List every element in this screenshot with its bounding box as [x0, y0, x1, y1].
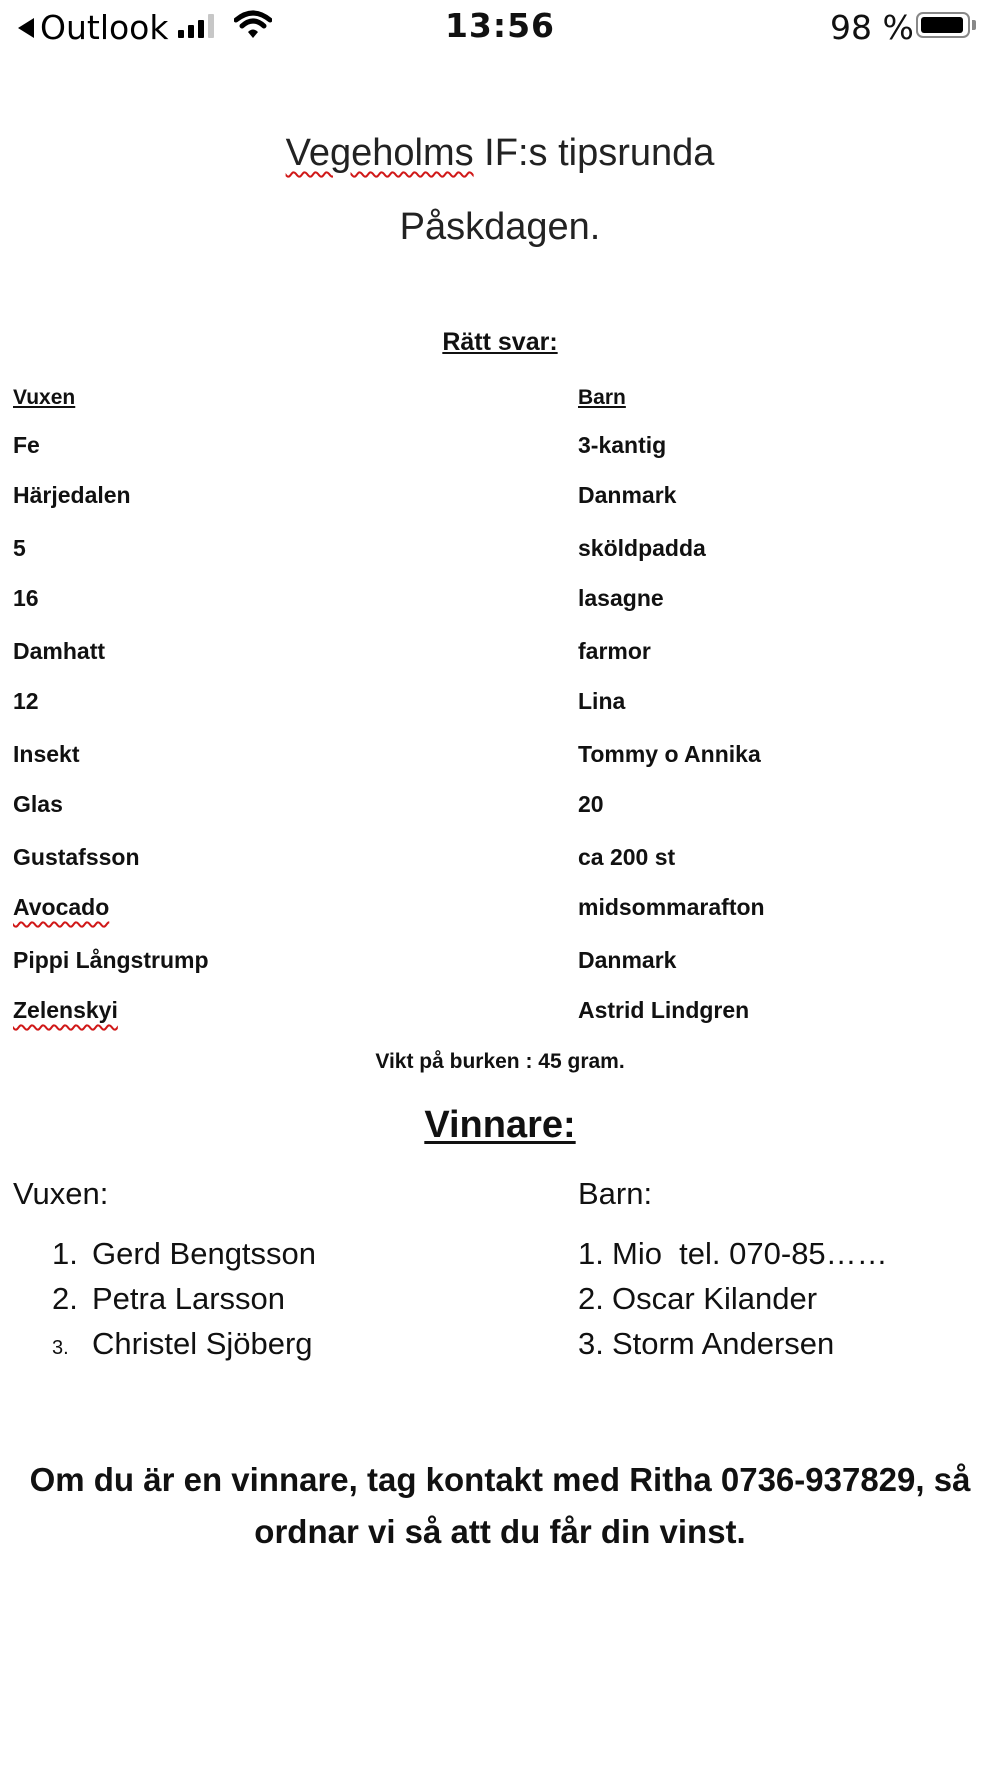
weight-note: Vikt på burken : 45 gram. — [375, 1050, 625, 1073]
child-answer: sköldpadda — [578, 535, 706, 561]
child-answer: Danmark — [578, 482, 677, 508]
adult-answer: Glas — [13, 791, 63, 817]
winner-number: 3. — [52, 1337, 69, 1359]
winner-number: 2. — [578, 1281, 604, 1316]
winners-heading: Vinnare: — [424, 1104, 576, 1146]
adult-answer: Insekt — [13, 741, 80, 767]
child-answer: 3-kantig — [578, 432, 667, 458]
child-answer: 20 — [578, 791, 604, 817]
battery-icon — [916, 12, 970, 38]
winners-child-heading: Barn: — [578, 1176, 653, 1211]
back-app-label: Outlook — [40, 8, 169, 47]
adult-answer: Pippi Långstrump — [13, 947, 209, 973]
battery-percent: 98 % — [830, 8, 914, 47]
adult-answer: Damhatt — [13, 638, 106, 664]
battery-cap — [972, 20, 976, 30]
adult-answer: Härjedalen — [13, 482, 131, 508]
child-answer: ca 200 st — [578, 844, 676, 870]
winner-name: Oscar Kilander — [612, 1281, 818, 1316]
adult-answers-heading: Vuxen — [13, 386, 76, 409]
winner-number: 1. — [578, 1236, 604, 1271]
child-winner — [578, 1326, 834, 1362]
winner-name: Christel Sjöberg — [92, 1326, 313, 1361]
child-answer: farmor — [578, 638, 651, 664]
answers-heading: Rätt svar: — [442, 328, 558, 356]
adult-winner — [52, 1236, 316, 1272]
winner-name: Petra Larsson — [92, 1281, 285, 1316]
child-answer: Tommy o Annika — [578, 741, 761, 767]
document-subtitle: Påskdagen. — [399, 206, 601, 248]
contact-note-line: Om du är en vinnare, tag kontakt med Ritha 0736-937829, så — [29, 1461, 971, 1498]
child-winner — [578, 1281, 817, 1317]
adult-answer: Avocado — [13, 894, 110, 920]
child-answers-heading: Barn — [578, 386, 626, 409]
adult-answer: 16 — [13, 585, 39, 611]
winners-adult-heading: Vuxen: — [13, 1176, 109, 1211]
child-answer: Lina — [578, 688, 626, 714]
winner-name: Gerd Bengtsson — [92, 1236, 317, 1271]
adult-answer: Gustafsson — [13, 844, 140, 870]
document-title — [0, 132, 1000, 175]
adult-winner — [52, 1281, 285, 1317]
child-answer: midsommarafton — [578, 894, 765, 920]
winner-number: 1. — [52, 1236, 78, 1271]
adult-answer: Fe — [13, 432, 40, 458]
winner-name: Storm Andersen — [612, 1326, 835, 1361]
adult-winner — [52, 1326, 313, 1362]
clock: 13:56 — [444, 6, 556, 45]
contact-note — [0, 1454, 1000, 1558]
title-club-name: Vegeholms — [285, 132, 474, 174]
adult-answer: 12 — [13, 688, 39, 714]
winner-number: 3. — [578, 1326, 604, 1361]
child-winner — [578, 1236, 888, 1272]
title-rest: IF:s tipsrunda — [473, 132, 715, 174]
adult-answer: 5 — [13, 535, 26, 561]
winner-name: Mio tel. 070-85…… — [612, 1236, 888, 1271]
contact-note-line: ordnar vi så att du får din vinst. — [254, 1513, 746, 1550]
child-answer: lasagne — [578, 585, 664, 611]
child-answer: Danmark — [578, 947, 677, 973]
winner-number: 2. — [52, 1281, 78, 1316]
child-answer: Astrid Lindgren — [578, 997, 750, 1023]
adult-answer: Zelenskyi — [13, 997, 118, 1023]
status-bar — [0, 0, 1000, 56]
